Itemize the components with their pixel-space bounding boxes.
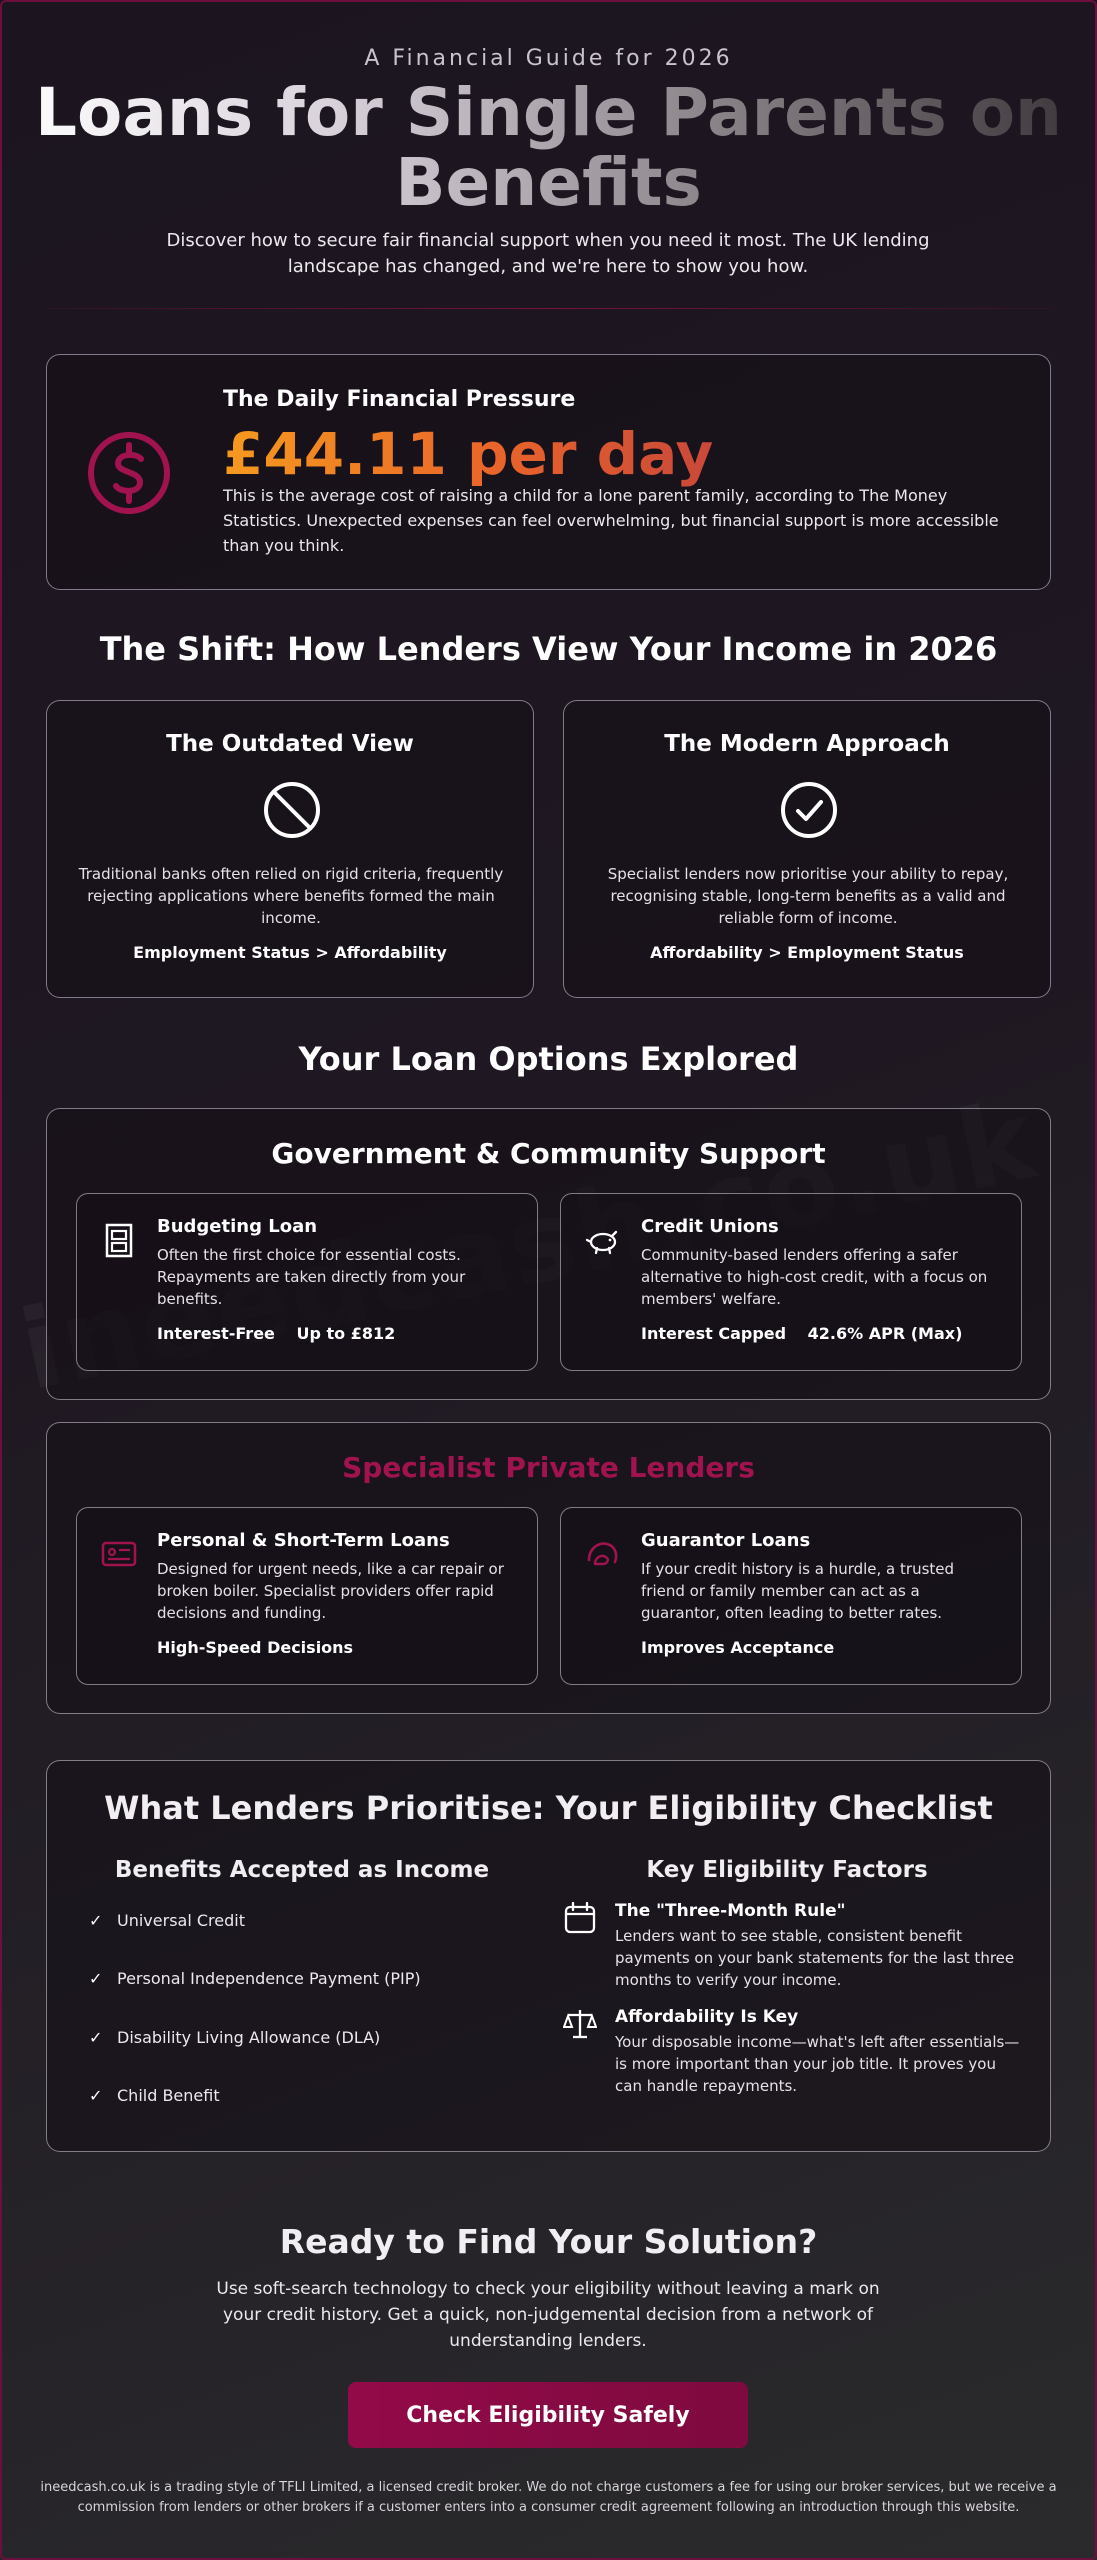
outdated-text: Traditional banks often relied on rigid criteria, frequently rejecting applications where benefits formed the main income. (78, 865, 504, 927)
eyebrow: A Financial Guide for 2026 (364, 46, 733, 71)
page-title (0, 74, 1097, 221)
handshake-icon (585, 1536, 621, 1572)
benefit-item: ✓ Disability Living Allowance (DLA) (89, 2028, 381, 2047)
benefit-item: ✓ Child Benefit (89, 2086, 220, 2105)
factor2-text: Your disposable income—what's left after essentials—is more important than your job title. It proves you can handle repayments. (615, 2033, 1020, 2095)
tag-apr-max: 42.6% APR (Max) (807, 1324, 963, 1343)
checklist-title: What Lenders Prioritise: Your Eligibility Checklist (104, 1789, 993, 1827)
lead-text: Discover how to secure fair financial support when you need it most. The UK lending landscape has changed, and we're here to show you how. (166, 230, 930, 277)
check-eligibility-button[interactable]: Check Eligibility Safely (348, 2382, 748, 2448)
footer-disclaimer: ineedcash.co.uk is a trading style of TFLI Limited, a licensed credit broker. We do not charge customers a fee for using our broker services, but we receive a commission from lenders or other brokers if a customer enters into a consumer credit agreement following an introduction through this website. (40, 2480, 1057, 2515)
tag-interest-free: Interest-Free (157, 1324, 275, 1343)
modern-rule: Affordability > Employment Status (650, 943, 964, 962)
tag-interest-capped: Interest Capped (641, 1324, 787, 1343)
id-card-icon (101, 1536, 137, 1572)
piggy-bank-icon (585, 1222, 621, 1258)
pressure-heading: The Daily Financial Pressure (223, 387, 576, 412)
guarantor-loans-card[interactable] (560, 1507, 1022, 1685)
credit-unions-tags (641, 1324, 978, 1343)
building-icon (101, 1222, 137, 1258)
pressure-amount: £44.11 per day (223, 417, 713, 491)
personal-loans-title: Personal & Short-Term Loans (157, 1530, 450, 1551)
benefit-item: ✓ Universal Credit (89, 1911, 245, 1930)
private-heading: Specialist Private Lenders (342, 1451, 755, 1484)
options-title: Your Loan Options Explored (298, 1040, 799, 1078)
benefits-heading: Benefits Accepted as Income (114, 1857, 490, 1883)
pressure-card (46, 354, 1051, 590)
modern-approach-card (563, 700, 1051, 998)
calendar-icon (563, 1901, 597, 1935)
check-icon: ✓ (89, 1969, 103, 1988)
credit-unions-card[interactable] (560, 1193, 1022, 1371)
personal-loans-tags (157, 1638, 369, 1657)
check-icon: ✓ (89, 1911, 103, 1930)
cta-title: Ready to Find Your Solution? (279, 2222, 818, 2261)
factors-heading: Key Eligibility Factors (646, 1857, 928, 1883)
personal-loans-card[interactable] (76, 1507, 538, 1685)
government-support-card (46, 1108, 1051, 1400)
check-icon: ✓ (89, 2028, 103, 2047)
outdated-view-card (46, 700, 534, 998)
outdated-heading: The Outdated View (166, 731, 414, 757)
budgeting-loan-tags (157, 1324, 411, 1343)
factor2-title: Affordability Is Key (615, 2007, 799, 2027)
budgeting-loan-card[interactable] (76, 1193, 538, 1371)
personal-loans-text: Designed for urgent needs, like a car repair or broken boiler. Specialist providers offer rapid decisions and funding. (157, 1560, 504, 1622)
scale-icon (563, 2007, 597, 2041)
factor1-title: The "Three-Month Rule" (615, 1901, 846, 1921)
benefit-item: ✓ Personal Independence Payment (PIP) (89, 1969, 421, 1988)
guarantor-loans-text: If your credit history is a hurdle, a trusted friend or family member can act as a guarantor, often leading to better rates. (641, 1560, 955, 1622)
check-icon: ✓ (89, 2086, 103, 2105)
outdated-rule: Employment Status > Affordability (133, 943, 447, 962)
tag-up-to: Up to £812 (296, 1324, 396, 1343)
title-line-2: Benefits (395, 144, 702, 221)
ban-icon (261, 779, 323, 841)
budgeting-loan-title: Budgeting Loan (157, 1216, 318, 1237)
guarantor-loans-title: Guarantor Loans (641, 1530, 811, 1551)
divider (46, 308, 1051, 309)
modern-text: Specialist lenders now prioritise your ability to repay, recognising stable, long-term benefits as a valid and reliable form of income. (607, 865, 1009, 927)
eligibility-checklist-card (46, 1760, 1051, 2152)
credit-unions-title: Credit Unions (641, 1216, 779, 1237)
budgeting-loan-text: Often the first choice for essential costs. Repayments are taken directly from your benefits. (157, 1246, 466, 1308)
credit-unions-text: Community-based lenders offering a safer alternative to high-cost credit, with a focus on members' welfare. (641, 1246, 988, 1308)
cta-text: Use soft-search technology to check your eligibility without leaving a mark on your credit history. Get a quick, non-judgemental decision from a network of understanding lenders. (216, 2279, 880, 2351)
factor1-text: Lenders want to see stable, consistent benefit payments on your bank statements for the last three months to verify your income. (615, 1927, 1015, 1989)
dollar-icon (85, 429, 173, 517)
private-lenders-card (46, 1422, 1051, 1714)
modern-heading: The Modern Approach (664, 731, 950, 757)
title-line-1: Loans for Single Parents on (34, 74, 1063, 151)
tag-improves-acceptance: Improves Acceptance (641, 1638, 835, 1657)
check-circle-icon (778, 779, 840, 841)
tag-high-speed: High-Speed Decisions (157, 1638, 354, 1657)
guarantor-loans-tags (641, 1638, 850, 1657)
pressure-text: This is the average cost of raising a child for a lone parent family, according to The Money Statistics. Unexpected expenses can feel overwhelming, but financial support is more accessible than you think. (223, 486, 999, 555)
government-heading: Government & Community Support (271, 1137, 826, 1170)
shift-title: The Shift: How Lenders View Your Income in 2026 (99, 630, 998, 668)
